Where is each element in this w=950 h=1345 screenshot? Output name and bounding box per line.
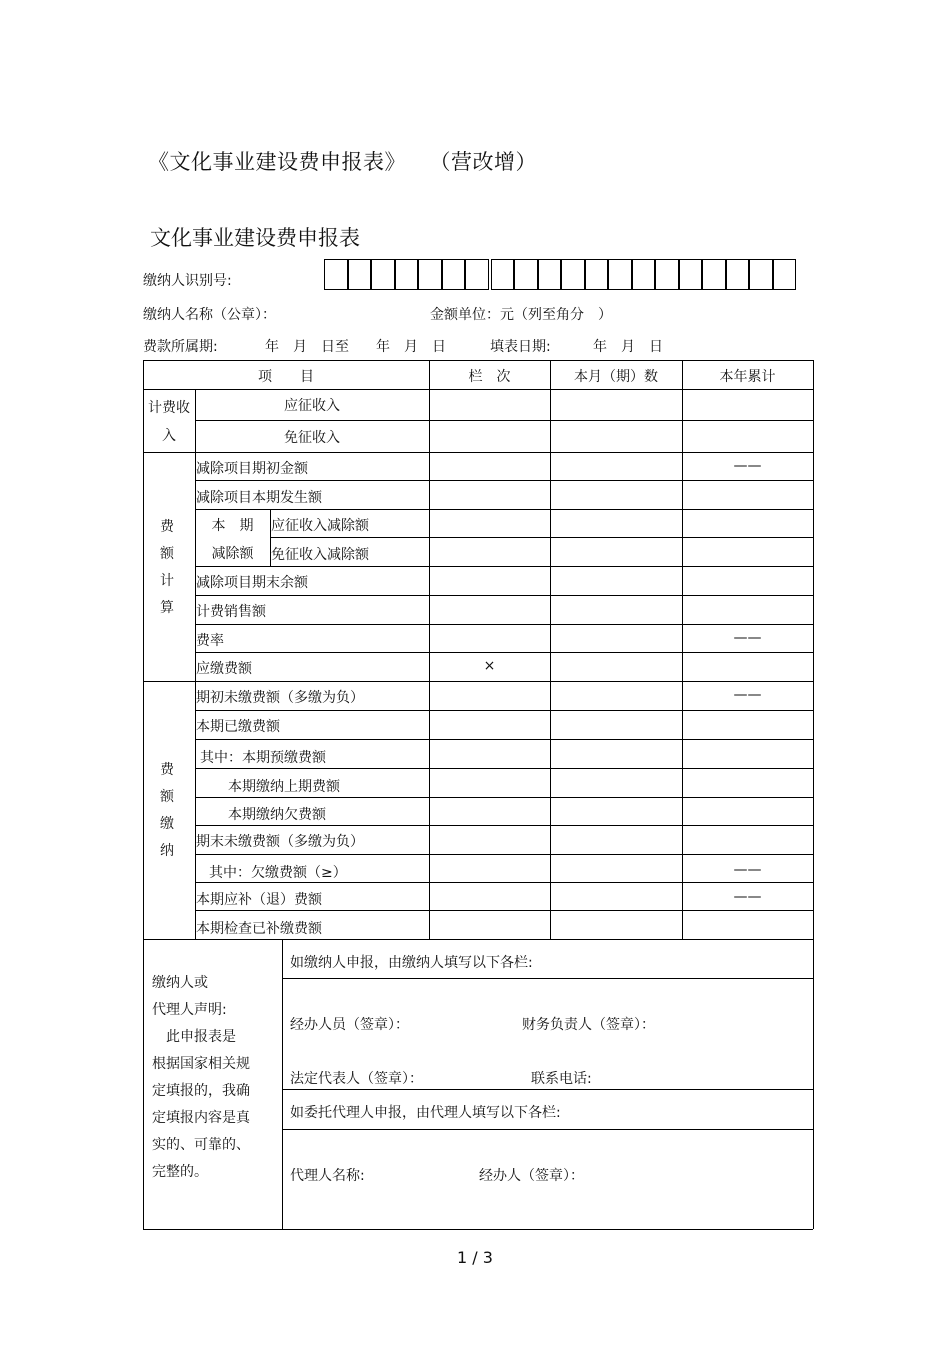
handler-signature[interactable]: 经办人员（签章）： [290,1017,409,1033]
header-month: 本月（期）数 [574,369,658,385]
taxpayer-id-cell[interactable] [395,259,419,290]
income-row-taxable: 应征收入 [284,398,340,414]
amount-unit-label: 金额单位：元（列至角分 ） [430,307,612,323]
period-label: 费款所属期: [143,339,218,355]
document-title-sub: （营改增） [440,150,537,174]
phone-field[interactable]: 联系电话: [531,1071,592,1087]
section-calc-label: 费 额 计 算 [160,519,174,616]
header-line: 栏 次 [468,369,511,385]
page-number: 1 / 3 [457,1248,493,1267]
pay-row: 其中：欠缴费额（≥） [209,865,347,881]
taxpayer-id-cell[interactable] [655,259,679,290]
pay-row: 本期应补（退）费额 [196,892,322,908]
declaration-statement: 缴纳人或 代理人声明: 此申报表是 根据国家相关规 定填报的，我确 定填报内容是真 实的、可靠的、 完整的。 [152,975,250,1180]
agent-filing-header: 如委托代理人申报，由代理人填写以下各栏: [290,1105,561,1121]
taxpayer-id-boxes[interactable] [324,259,796,292]
section-income-label: 计费收入 [148,400,190,444]
deduct-group-label-1: 本 期 [211,518,254,534]
pay-row: 其中：本期预缴费额 [200,750,326,766]
taxpayer-id-cell[interactable] [585,259,609,290]
header-item: 项 目 [258,369,314,385]
taxpayer-name-label: 缴纳人名称（公章）： [143,307,276,323]
pay-row: 本期缴纳欠费额 [228,807,326,823]
taxpayer-id-cell[interactable] [679,259,703,290]
fill-date-label: 填表日期: [490,339,551,355]
taxpayer-id-cell[interactable] [608,259,632,290]
year-dash: —— [733,458,762,474]
calc-row: 应征收入减除额 [271,518,369,534]
year-dash: —— [733,889,762,905]
section-pay-label: 费 额 缴 纳 [160,762,174,859]
taxpayer-id-cell[interactable] [418,259,442,290]
taxpayer-id-cell[interactable] [726,259,750,290]
income-row-exempt: 免征收入 [284,430,340,446]
calc-row: 应缴费额 [196,661,252,677]
taxpayer-id-cell[interactable] [465,259,489,290]
calc-row: 减除项目期初金额 [196,461,308,477]
document-title-main: 《文化事业建设费申报表》 [148,150,406,174]
document-title [148,146,537,176]
pay-row: 本期检查已补缴费额 [196,921,322,937]
taxpayer-id-cell[interactable] [442,259,466,290]
pay-row: 本期已缴费额 [196,719,280,735]
calc-line-mark: × [483,658,496,674]
form-title: 文化事业建设费申报表 [150,226,360,250]
pay-row: 期初未缴费额（多缴为负） [196,690,364,706]
deduct-group-label-2: 减除额 [211,546,254,562]
year-dash: —— [733,687,762,703]
pay-row: 期末未缴费额（多缴为负） [196,834,364,850]
taxpayer-id-cell[interactable] [491,259,515,290]
taxpayer-id-cell[interactable] [324,259,348,290]
calc-row: 减除项目本期发生额 [196,490,322,506]
taxpayer-id-cell[interactable] [348,259,372,290]
header-year: 本年累计 [719,369,776,385]
calc-row: 免征收入减除额 [271,547,369,563]
taxpayer-id-cell[interactable] [749,259,773,290]
taxpayer-id-cell[interactable] [538,259,562,290]
fill-date: 年 月 日 [593,339,663,355]
calc-row: 费率 [196,633,224,649]
calc-row: 减除项目期末余额 [196,575,308,591]
period-from: 年 月 日至 [265,339,349,355]
self-filing-header: 如缴纳人申报，由缴纳人填写以下各栏: [290,955,533,971]
agent-name-field[interactable]: 代理人名称: [290,1168,365,1184]
pay-row: 本期缴纳上期费额 [228,779,340,795]
period-to: 年 月 日 [376,339,446,355]
year-dash: —— [733,630,762,646]
taxpayer-id-cell[interactable] [561,259,585,290]
taxpayer-id-cell[interactable] [702,259,726,290]
agent-handler-signature[interactable]: 经办人（签章）： [479,1168,584,1184]
taxpayer-id-cell[interactable] [632,259,656,290]
taxpayer-id-cell[interactable] [371,259,395,290]
taxpayer-id-cell[interactable] [514,259,538,290]
taxpayer-id-label: 缴纳人识别号: [143,273,232,289]
year-dash: —— [733,862,762,878]
finance-signature[interactable]: 财务负责人（签章）： [522,1017,655,1033]
calc-row: 计费销售额 [196,604,266,620]
legal-rep-signature[interactable]: 法定代表人（签章）： [290,1071,423,1087]
taxpayer-id-cell[interactable] [773,259,797,290]
